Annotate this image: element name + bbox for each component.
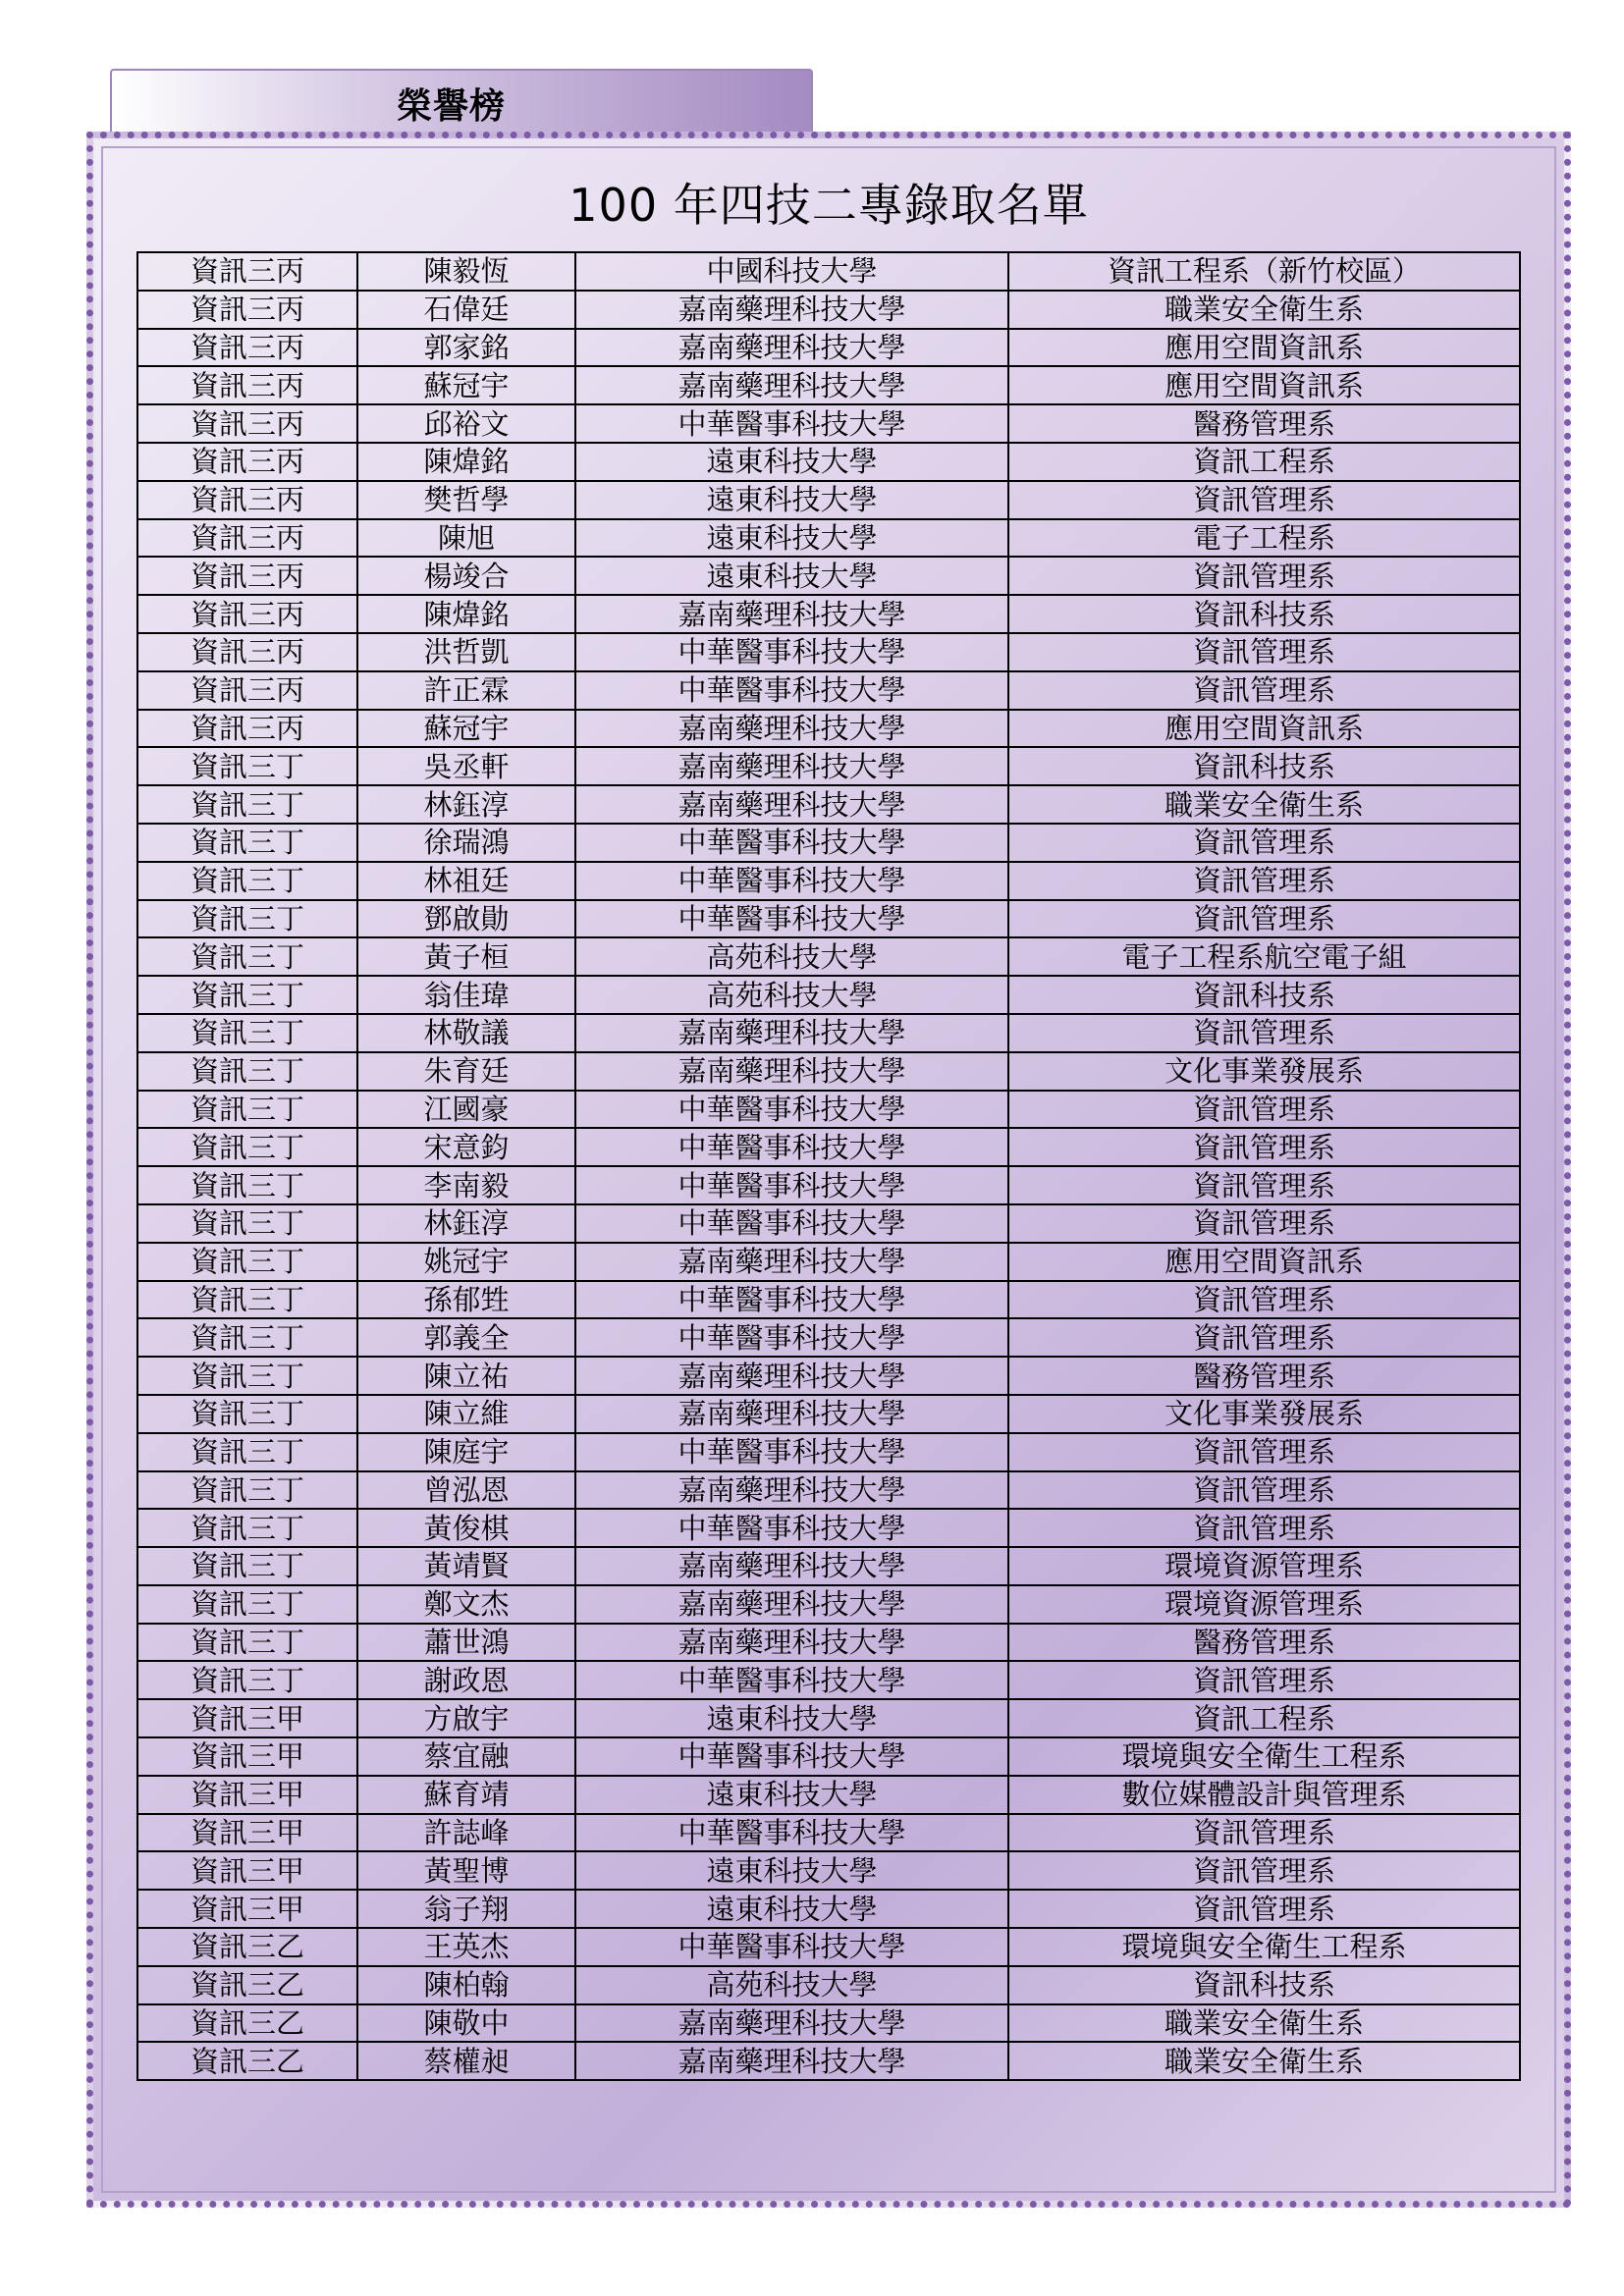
university-cell: 高苑科技大學 <box>575 937 1008 976</box>
student-name-cell: 黃聖博 <box>357 1851 575 1890</box>
department-cell: 資訊工程系 <box>1008 1699 1520 1737</box>
university-cell: 中華醫事科技大學 <box>575 1509 1008 1547</box>
class-cell: 資訊三丁 <box>137 1661 357 1699</box>
university-cell: 中華醫事科技大學 <box>575 633 1008 671</box>
university-cell: 嘉南藥理科技大學 <box>575 785 1008 824</box>
student-name-cell: 林鈺淳 <box>357 1204 575 1243</box>
department-cell: 資訊管理系 <box>1008 1433 1520 1471</box>
department-cell: 資訊管理系 <box>1008 1091 1520 1129</box>
table-row <box>137 785 1520 824</box>
department-cell: 環境資源管理系 <box>1008 1547 1520 1585</box>
class-cell: 資訊三丁 <box>137 1091 357 1129</box>
department-cell: 資訊管理系 <box>1008 1014 1520 1052</box>
class-cell: 資訊三甲 <box>137 1737 357 1776</box>
table-row <box>137 862 1520 900</box>
student-name-cell: 方啟宇 <box>357 1699 575 1737</box>
class-cell: 資訊三丙 <box>137 404 357 443</box>
department-cell: 資訊工程系（新竹校區） <box>1008 252 1520 291</box>
university-cell: 嘉南藥理科技大學 <box>575 329 1008 367</box>
department-cell: 資訊管理系 <box>1008 1814 1520 1852</box>
student-name-cell: 陳旭 <box>357 519 575 558</box>
class-cell: 資訊三丙 <box>137 595 357 633</box>
table-row <box>137 404 1520 443</box>
class-cell: 資訊三乙 <box>137 1928 357 1966</box>
university-cell: 中華醫事科技大學 <box>575 1128 1008 1166</box>
university-cell: 遠東科技大學 <box>575 1776 1008 1814</box>
table-row <box>137 1318 1520 1357</box>
class-cell: 資訊三丙 <box>137 252 357 291</box>
student-name-cell: 黃靖賢 <box>357 1547 575 1585</box>
department-cell: 資訊管理系 <box>1008 1509 1520 1547</box>
class-cell: 資訊三丁 <box>137 1052 357 1091</box>
university-cell: 嘉南藥理科技大學 <box>575 1014 1008 1052</box>
student-name-cell: 許誌峰 <box>357 1814 575 1852</box>
table-row <box>137 1243 1520 1281</box>
department-cell: 應用空間資訊系 <box>1008 1243 1520 1281</box>
student-name-cell: 許正霖 <box>357 671 575 710</box>
university-cell: 中華醫事科技大學 <box>575 1928 1008 1966</box>
table-row <box>137 2042 1520 2080</box>
student-name-cell: 翁佳瑋 <box>357 976 575 1014</box>
department-cell: 資訊管理系 <box>1008 1851 1520 1890</box>
class-cell: 資訊三甲 <box>137 1890 357 1928</box>
university-cell: 遠東科技大學 <box>575 1851 1008 1890</box>
class-cell: 資訊三乙 <box>137 2004 357 2043</box>
university-cell: 嘉南藥理科技大學 <box>575 2004 1008 2043</box>
student-name-cell: 徐瑞鴻 <box>357 824 575 862</box>
department-cell: 應用空間資訊系 <box>1008 329 1520 367</box>
university-cell: 嘉南藥理科技大學 <box>575 1052 1008 1091</box>
university-cell: 中華醫事科技大學 <box>575 862 1008 900</box>
class-cell: 資訊三丁 <box>137 1357 357 1395</box>
table-row <box>137 1204 1520 1243</box>
student-name-cell: 鄧啟勛 <box>357 900 575 938</box>
university-cell: 中華醫事科技大學 <box>575 404 1008 443</box>
university-cell: 中華醫事科技大學 <box>575 1166 1008 1204</box>
table-row <box>137 366 1520 404</box>
class-cell: 資訊三乙 <box>137 1966 357 2004</box>
department-cell: 文化事業發展系 <box>1008 1395 1520 1433</box>
table-row <box>137 1699 1520 1737</box>
table-row <box>137 1737 1520 1776</box>
table-row <box>137 2004 1520 2043</box>
department-cell: 醫務管理系 <box>1008 404 1520 443</box>
class-cell: 資訊三丁 <box>137 1243 357 1281</box>
student-name-cell: 黃俊棋 <box>357 1509 575 1547</box>
student-name-cell: 姚冠宇 <box>357 1243 575 1281</box>
table-row <box>137 747 1520 785</box>
university-cell: 嘉南藥理科技大學 <box>575 1395 1008 1433</box>
university-cell: 中華醫事科技大學 <box>575 1204 1008 1243</box>
table-row <box>137 291 1520 329</box>
student-name-cell: 孫郁甡 <box>357 1281 575 1319</box>
student-name-cell: 陳立祐 <box>357 1357 575 1395</box>
content-frame <box>86 132 1571 2208</box>
student-name-cell: 謝政恩 <box>357 1661 575 1699</box>
university-cell: 嘉南藥理科技大學 <box>575 1357 1008 1395</box>
department-cell: 電子工程系航空電子組 <box>1008 937 1520 976</box>
class-cell: 資訊三甲 <box>137 1699 357 1737</box>
class-cell: 資訊三丙 <box>137 633 357 671</box>
student-name-cell: 蘇冠宇 <box>357 366 575 404</box>
student-name-cell: 鄭文杰 <box>357 1585 575 1624</box>
student-name-cell: 宋意鈞 <box>357 1128 575 1166</box>
table-row <box>137 1890 1520 1928</box>
student-name-cell: 陳立維 <box>357 1395 575 1433</box>
student-name-cell: 翁子翔 <box>357 1890 575 1928</box>
class-cell: 資訊三丁 <box>137 1204 357 1243</box>
table-row <box>137 1357 1520 1395</box>
university-cell: 嘉南藥理科技大學 <box>575 291 1008 329</box>
table-row <box>137 1052 1520 1091</box>
table-row <box>137 519 1520 558</box>
class-cell: 資訊三丙 <box>137 557 357 595</box>
table-row <box>137 900 1520 938</box>
class-cell: 資訊三丁 <box>137 1014 357 1052</box>
table-row <box>137 1814 1520 1852</box>
class-cell: 資訊三丁 <box>137 1585 357 1624</box>
department-cell: 資訊管理系 <box>1008 1890 1520 1928</box>
class-cell: 資訊三丁 <box>137 1281 357 1319</box>
university-cell: 嘉南藥理科技大學 <box>575 1243 1008 1281</box>
table-row <box>137 1509 1520 1547</box>
department-cell: 資訊管理系 <box>1008 1318 1520 1357</box>
department-cell: 醫務管理系 <box>1008 1357 1520 1395</box>
table-row <box>137 1433 1520 1471</box>
class-cell: 資訊三丙 <box>137 443 357 481</box>
table-row <box>137 1851 1520 1890</box>
table-row <box>137 1776 1520 1814</box>
class-cell: 資訊三丁 <box>137 1509 357 1547</box>
university-cell: 嘉南藥理科技大學 <box>575 747 1008 785</box>
university-cell: 中華醫事科技大學 <box>575 1281 1008 1319</box>
admission-table-body <box>137 252 1520 2080</box>
student-name-cell: 蔡宜融 <box>357 1737 575 1776</box>
university-cell: 嘉南藥理科技大學 <box>575 2042 1008 2080</box>
student-name-cell: 楊竣合 <box>357 557 575 595</box>
university-cell: 中華醫事科技大學 <box>575 900 1008 938</box>
class-cell: 資訊三丙 <box>137 291 357 329</box>
table-row <box>137 710 1520 748</box>
department-cell: 環境與安全衛生工程系 <box>1008 1737 1520 1776</box>
university-cell: 嘉南藥理科技大學 <box>575 1624 1008 1662</box>
student-name-cell: 郭義全 <box>357 1318 575 1357</box>
class-cell: 資訊三丁 <box>137 976 357 1014</box>
department-cell: 資訊管理系 <box>1008 1661 1520 1699</box>
university-cell: 中華醫事科技大學 <box>575 1318 1008 1357</box>
department-cell: 資訊管理系 <box>1008 633 1520 671</box>
class-cell: 資訊三丁 <box>137 1547 357 1585</box>
student-name-cell: 朱育廷 <box>357 1052 575 1091</box>
student-name-cell: 郭家銘 <box>357 329 575 367</box>
university-cell: 高苑科技大學 <box>575 1966 1008 2004</box>
department-cell: 資訊管理系 <box>1008 1471 1520 1510</box>
table-row <box>137 976 1520 1014</box>
department-cell: 資訊管理系 <box>1008 900 1520 938</box>
class-cell: 資訊三丁 <box>137 862 357 900</box>
student-name-cell: 陳毅恆 <box>357 252 575 291</box>
university-cell: 高苑科技大學 <box>575 976 1008 1014</box>
student-name-cell: 曾泓恩 <box>357 1471 575 1510</box>
class-cell: 資訊三甲 <box>137 1814 357 1852</box>
student-name-cell: 陳敬中 <box>357 2004 575 2043</box>
table-row <box>137 1128 1520 1166</box>
student-name-cell: 吳丞軒 <box>357 747 575 785</box>
student-name-cell: 陳柏翰 <box>357 1966 575 2004</box>
class-cell: 資訊三丁 <box>137 1128 357 1166</box>
department-cell: 資訊管理系 <box>1008 481 1520 519</box>
student-name-cell: 林鈺淳 <box>357 785 575 824</box>
university-cell: 嘉南藥理科技大學 <box>575 595 1008 633</box>
department-cell: 資訊管理系 <box>1008 824 1520 862</box>
department-cell: 環境與安全衛生工程系 <box>1008 1928 1520 1966</box>
department-cell: 職業安全衛生系 <box>1008 291 1520 329</box>
class-cell: 資訊三丙 <box>137 329 357 367</box>
department-cell: 應用空間資訊系 <box>1008 710 1520 748</box>
department-cell: 資訊科技系 <box>1008 976 1520 1014</box>
department-cell: 資訊管理系 <box>1008 1204 1520 1243</box>
department-cell: 資訊管理系 <box>1008 1128 1520 1166</box>
class-cell: 資訊三丙 <box>137 710 357 748</box>
department-cell: 資訊科技系 <box>1008 1966 1520 2004</box>
class-cell: 資訊三丙 <box>137 671 357 710</box>
class-cell: 資訊三丁 <box>137 785 357 824</box>
department-cell: 電子工程系 <box>1008 519 1520 558</box>
honor-roll-tab <box>110 69 813 133</box>
university-cell: 中華醫事科技大學 <box>575 1814 1008 1852</box>
table-row <box>137 1661 1520 1699</box>
class-cell: 資訊三丙 <box>137 481 357 519</box>
table-row <box>137 1966 1520 2004</box>
table-row <box>137 595 1520 633</box>
class-cell: 資訊三丁 <box>137 1166 357 1204</box>
class-cell: 資訊三丙 <box>137 519 357 558</box>
student-name-cell: 陳庭宇 <box>357 1433 575 1471</box>
student-name-cell: 蘇育靖 <box>357 1776 575 1814</box>
class-cell: 資訊三丁 <box>137 1471 357 1510</box>
university-cell: 中華醫事科技大學 <box>575 1661 1008 1699</box>
department-cell: 資訊管理系 <box>1008 1281 1520 1319</box>
student-name-cell: 蕭世鴻 <box>357 1624 575 1662</box>
table-row <box>137 824 1520 862</box>
student-name-cell: 林敬議 <box>357 1014 575 1052</box>
table-row <box>137 1166 1520 1204</box>
department-cell: 資訊科技系 <box>1008 595 1520 633</box>
university-cell: 遠東科技大學 <box>575 557 1008 595</box>
table-row <box>137 671 1520 710</box>
table-row <box>137 1395 1520 1433</box>
admission-table <box>136 251 1521 2081</box>
university-cell: 嘉南藥理科技大學 <box>575 1471 1008 1510</box>
department-cell: 資訊工程系 <box>1008 443 1520 481</box>
table-row <box>137 937 1520 976</box>
class-cell: 資訊三丁 <box>137 1433 357 1471</box>
student-name-cell: 林祖廷 <box>357 862 575 900</box>
student-name-cell: 陳煒銘 <box>357 595 575 633</box>
table-row <box>137 1928 1520 1966</box>
department-cell: 資訊科技系 <box>1008 747 1520 785</box>
student-name-cell: 石偉廷 <box>357 291 575 329</box>
table-row <box>137 1014 1520 1052</box>
university-cell: 遠東科技大學 <box>575 443 1008 481</box>
department-cell: 文化事業發展系 <box>1008 1052 1520 1091</box>
table-row <box>137 1585 1520 1624</box>
department-cell: 醫務管理系 <box>1008 1624 1520 1662</box>
table-row <box>137 252 1520 291</box>
department-cell: 資訊管理系 <box>1008 671 1520 710</box>
department-cell: 數位媒體設計與管理系 <box>1008 1776 1520 1814</box>
university-cell: 中華醫事科技大學 <box>575 1091 1008 1129</box>
table-row <box>137 633 1520 671</box>
table-row <box>137 557 1520 595</box>
student-name-cell: 樊哲學 <box>357 481 575 519</box>
university-cell: 中國科技大學 <box>575 252 1008 291</box>
table-row <box>137 1281 1520 1319</box>
department-cell: 資訊管理系 <box>1008 862 1520 900</box>
student-name-cell: 王英杰 <box>357 1928 575 1966</box>
table-row <box>137 481 1520 519</box>
class-cell: 資訊三丁 <box>137 1318 357 1357</box>
table-row <box>137 329 1520 367</box>
class-cell: 資訊三丁 <box>137 824 357 862</box>
department-cell: 職業安全衛生系 <box>1008 2004 1520 2043</box>
student-name-cell: 李南毅 <box>357 1166 575 1204</box>
student-name-cell: 蔡權昶 <box>357 2042 575 2080</box>
class-cell: 資訊三丁 <box>137 747 357 785</box>
class-cell: 資訊三丙 <box>137 366 357 404</box>
class-cell: 資訊三甲 <box>137 1776 357 1814</box>
student-name-cell: 洪哲凱 <box>357 633 575 671</box>
class-cell: 資訊三乙 <box>137 2042 357 2080</box>
university-cell: 遠東科技大學 <box>575 1699 1008 1737</box>
class-cell: 資訊三丁 <box>137 937 357 976</box>
department-cell: 資訊管理系 <box>1008 557 1520 595</box>
class-cell: 資訊三丁 <box>137 900 357 938</box>
university-cell: 遠東科技大學 <box>575 481 1008 519</box>
department-cell: 職業安全衛生系 <box>1008 785 1520 824</box>
department-cell: 資訊管理系 <box>1008 1166 1520 1204</box>
table-row <box>137 1471 1520 1510</box>
university-cell: 嘉南藥理科技大學 <box>575 366 1008 404</box>
class-cell: 資訊三甲 <box>137 1851 357 1890</box>
table-row <box>137 1547 1520 1585</box>
student-name-cell: 蘇冠宇 <box>357 710 575 748</box>
university-cell: 遠東科技大學 <box>575 519 1008 558</box>
university-cell: 遠東科技大學 <box>575 1890 1008 1928</box>
university-cell: 中華醫事科技大學 <box>575 671 1008 710</box>
page-title: 100 年四技二專錄取名單 <box>568 179 1089 232</box>
table-row <box>137 1624 1520 1662</box>
student-name-cell: 江國豪 <box>357 1091 575 1129</box>
student-name-cell: 黃子桓 <box>357 937 575 976</box>
department-cell: 應用空間資訊系 <box>1008 366 1520 404</box>
department-cell: 環境資源管理系 <box>1008 1585 1520 1624</box>
student-name-cell: 邱裕文 <box>357 404 575 443</box>
table-row <box>137 443 1520 481</box>
university-cell: 中華醫事科技大學 <box>575 824 1008 862</box>
department-cell: 職業安全衛生系 <box>1008 2042 1520 2080</box>
class-cell: 資訊三丁 <box>137 1395 357 1433</box>
table-row <box>137 1091 1520 1129</box>
university-cell: 嘉南藥理科技大學 <box>575 1547 1008 1585</box>
university-cell: 中華醫事科技大學 <box>575 1737 1008 1776</box>
class-cell: 資訊三丁 <box>137 1624 357 1662</box>
university-cell: 嘉南藥理科技大學 <box>575 710 1008 748</box>
university-cell: 中華醫事科技大學 <box>575 1433 1008 1471</box>
university-cell: 嘉南藥理科技大學 <box>575 1585 1008 1624</box>
honor-roll-label: 榮譽榜 <box>397 86 507 127</box>
student-name-cell: 陳煒銘 <box>357 443 575 481</box>
